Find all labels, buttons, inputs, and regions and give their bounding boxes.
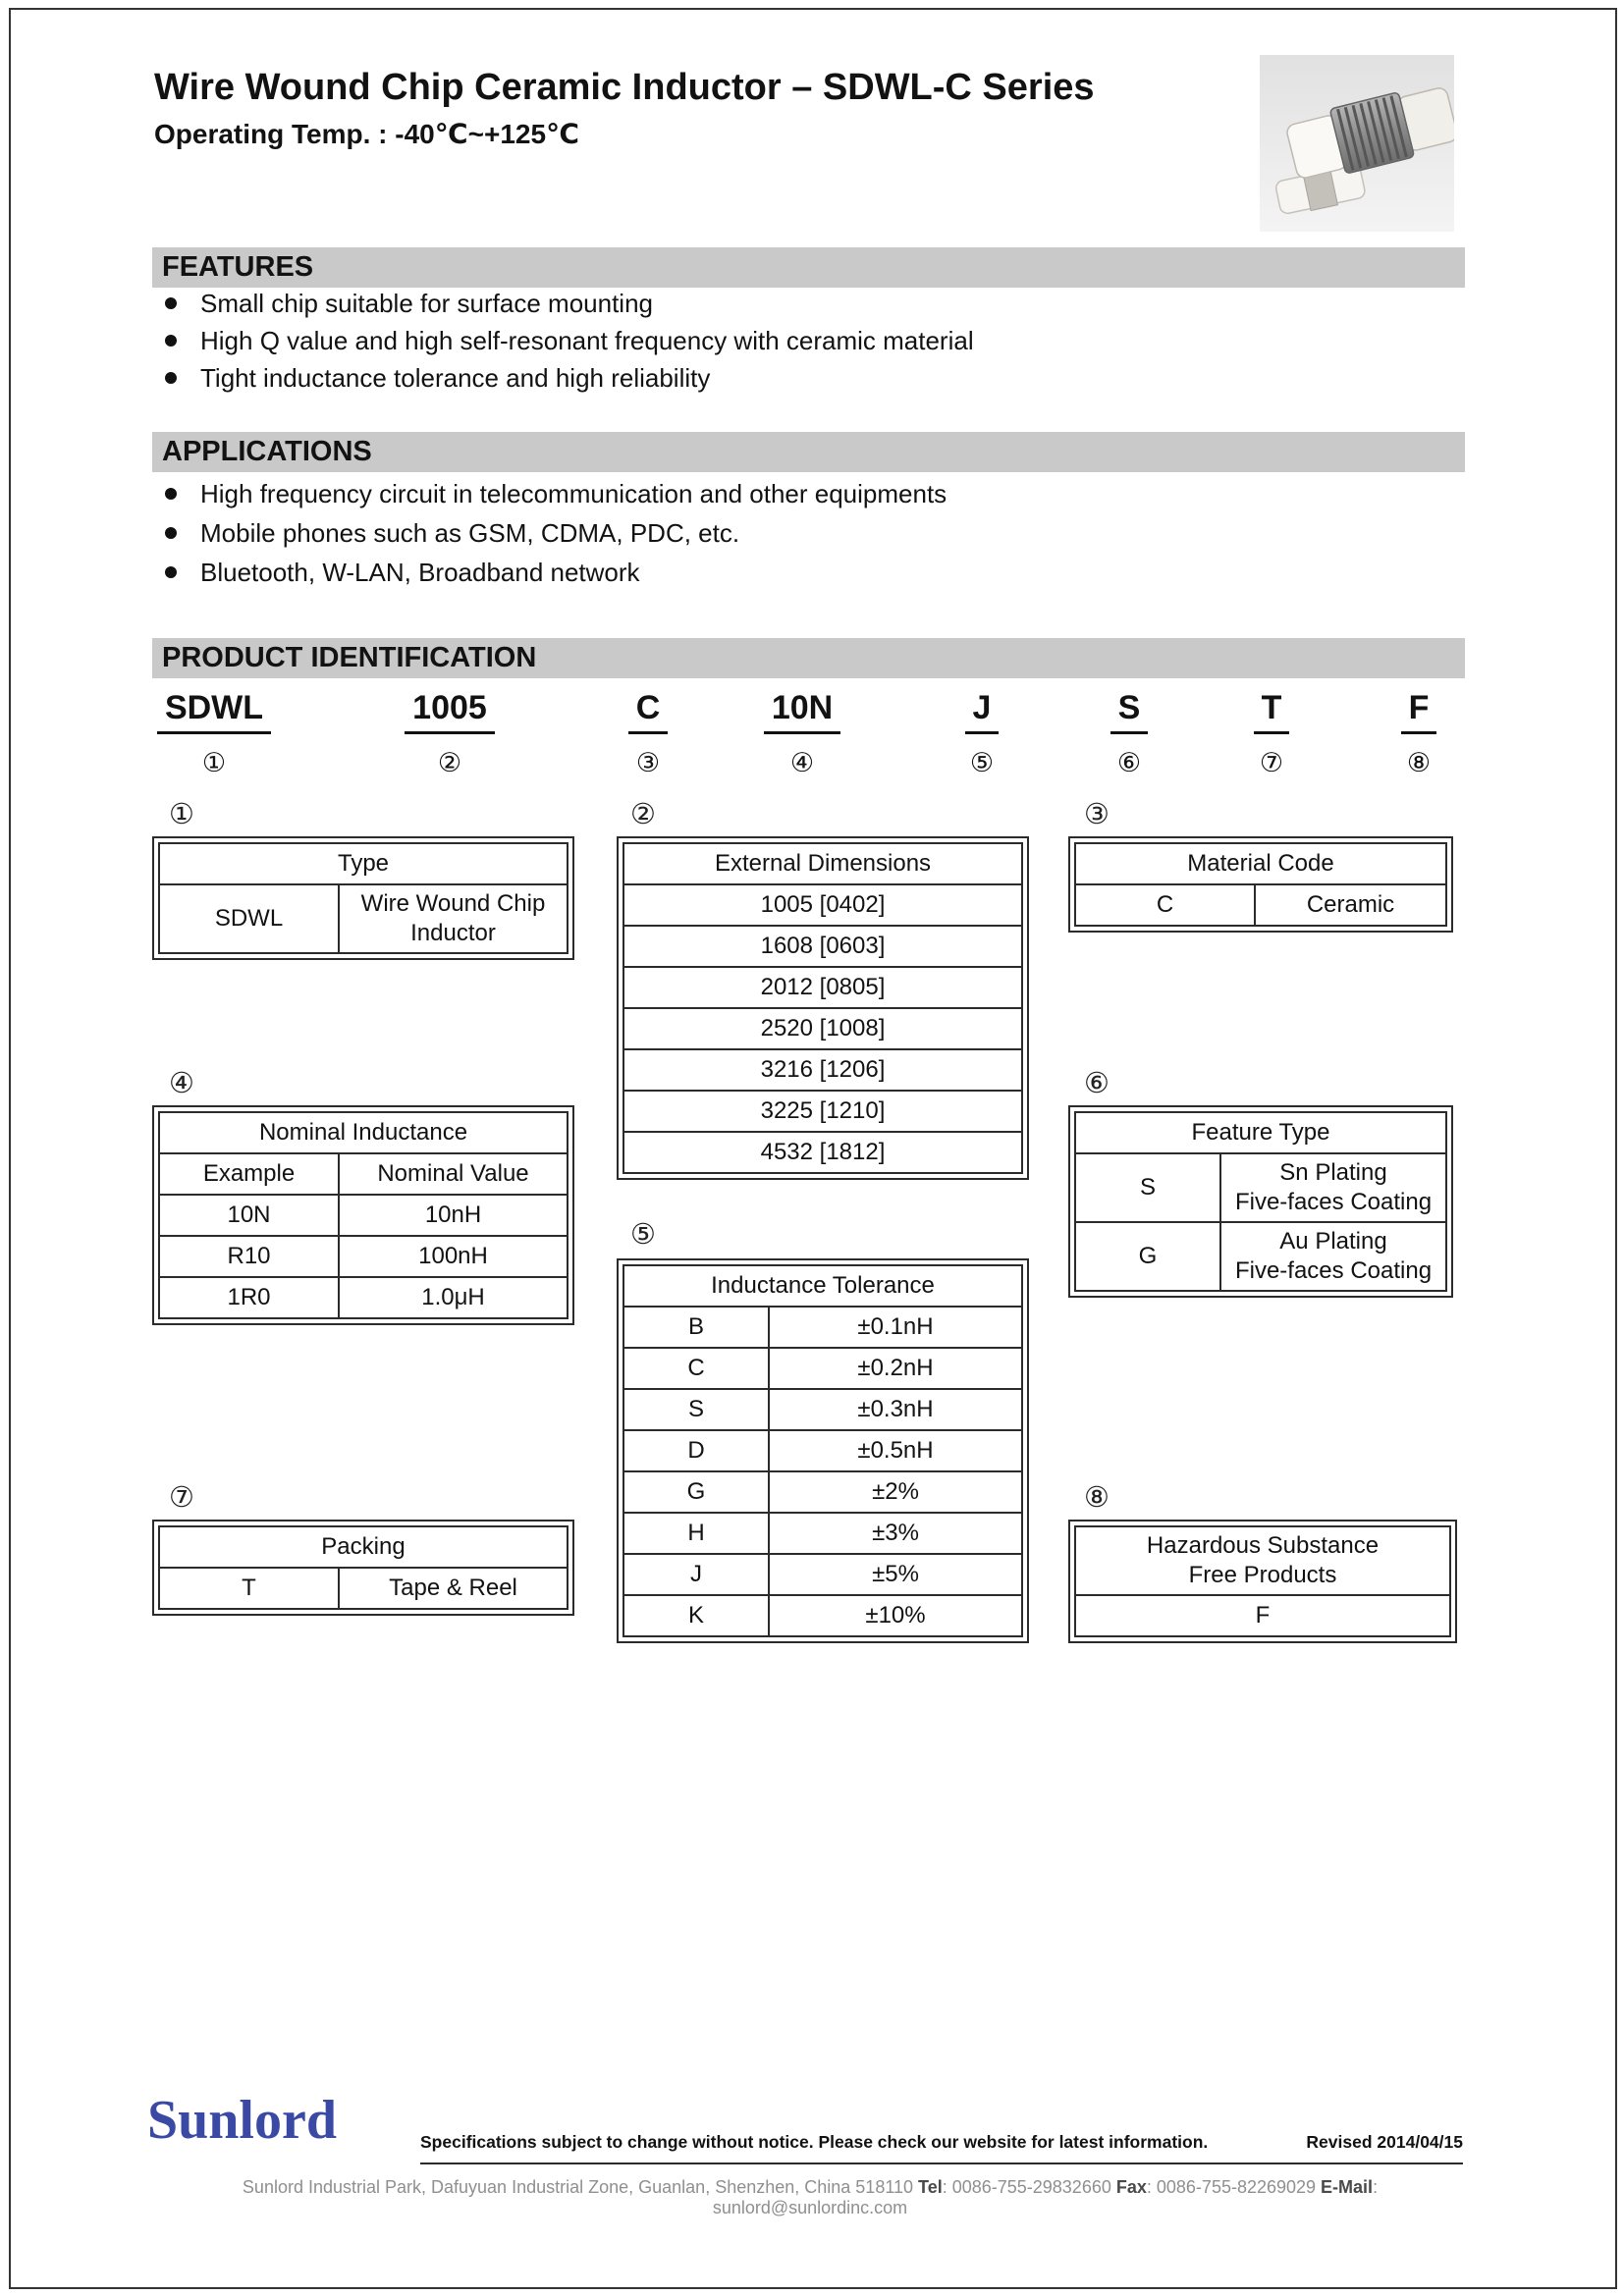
feature-item [165, 285, 653, 322]
cell: S [623, 1389, 769, 1430]
cell: 2520 [1008] [623, 1008, 1022, 1049]
fax-label: Fax [1115, 2177, 1147, 2197]
cell: 3225 [1210] [623, 1091, 1022, 1132]
circled-number-icon: ③ [635, 748, 661, 778]
cell-code: S [1075, 1153, 1220, 1222]
cell: J [623, 1554, 769, 1595]
cell: 100nH [339, 1236, 568, 1277]
table-row [623, 1430, 1022, 1471]
cell: ±0.5nH [769, 1430, 1022, 1471]
cell: C [623, 1348, 769, 1389]
marker-inductance: ④ [169, 1066, 194, 1099]
part-code-col-4 [724, 689, 881, 778]
cell-value [339, 884, 568, 953]
cell-value [1220, 1153, 1446, 1222]
circled-number-icon: ④ [789, 748, 815, 778]
revision-date: Revised 2014/04/15 [1306, 2132, 1463, 2152]
marker-dimensions: ② [630, 797, 656, 830]
marker-material: ③ [1084, 797, 1110, 830]
cell: ±5% [769, 1554, 1022, 1595]
title-line: Hazardous Substance [1146, 1532, 1380, 1559]
cell: 1608 [0603] [623, 926, 1022, 967]
table-row [623, 884, 1022, 926]
marker-packing: ⑦ [169, 1480, 194, 1514]
table-title: External Dimensions [623, 843, 1022, 884]
email-label: E-Mail [1321, 2177, 1374, 2197]
table-row [623, 1389, 1022, 1430]
table-title: Packing [159, 1526, 568, 1568]
cell: 1R0 [159, 1277, 339, 1318]
cell: ±0.1nH [769, 1307, 1022, 1348]
marker-type: ① [169, 797, 194, 830]
marker-hazardous: ⑧ [1084, 1480, 1110, 1514]
table-row [623, 967, 1022, 1008]
footer-divider [420, 2163, 1463, 2164]
cell: G [623, 1471, 769, 1513]
page-title: Wire Wound Chip Ceramic Inductor – SDWL-C Series [154, 67, 1095, 108]
bullet-icon [165, 488, 177, 500]
cell-code: SDWL [159, 884, 339, 953]
applications-section-heading: APPLICATIONS [152, 432, 1465, 472]
table-row [623, 1348, 1022, 1389]
part-code: F [1401, 689, 1437, 734]
dimensions-table [617, 836, 1029, 1180]
table-header-row [159, 843, 568, 884]
circled-number-icon: ⑥ [1116, 748, 1142, 778]
bullet-icon [165, 372, 177, 384]
table-header-row [623, 843, 1022, 884]
chip-inductor-image [1260, 55, 1454, 232]
col-header: Example [159, 1153, 339, 1195]
feature-text: Small chip suitable for surface mounting [200, 288, 654, 318]
feature-text: Tight inductance tolerance and high reliability [200, 362, 711, 393]
operating-temp: Operating Temp. : -40℃~+125℃ [154, 119, 579, 149]
part-code: C [628, 689, 669, 734]
cell: 1.0μH [339, 1277, 568, 1318]
cell: 10nH [339, 1195, 568, 1236]
application-text: Mobile phones such as GSM, CDMA, PDC, etc. [200, 517, 740, 548]
bullet-icon [165, 297, 177, 309]
bullet-icon [165, 335, 177, 347]
table-row [159, 1195, 568, 1236]
cell: B [623, 1307, 769, 1348]
part-code-col-8 [1340, 689, 1497, 778]
table-header-row [159, 1526, 568, 1568]
table-row [623, 1513, 1022, 1554]
fax-number: : 0086-755-82269029 [1146, 2177, 1322, 2197]
cell-code: F [1075, 1595, 1450, 1636]
table-row [623, 1471, 1022, 1513]
cell: H [623, 1513, 769, 1554]
product-id-section-heading: PRODUCT IDENTIFICATION [152, 638, 1465, 678]
part-code: 1005 [405, 689, 495, 734]
feature-type-table [1068, 1105, 1453, 1298]
hazardous-table [1068, 1520, 1457, 1643]
inductance-table [152, 1105, 574, 1325]
features-section-heading: FEATURES [152, 247, 1465, 288]
table-header-row [623, 1265, 1022, 1307]
circled-number-icon: ① [201, 748, 227, 778]
circled-number-icon: ② [437, 748, 462, 778]
cell: ±2% [769, 1471, 1022, 1513]
cell-code: T [159, 1568, 339, 1609]
part-code-col-6 [1051, 689, 1208, 778]
table-header-row [1075, 843, 1446, 884]
value-line: Sn Plating [1279, 1159, 1387, 1186]
value-line: Wire Wound Chip [360, 890, 546, 917]
feature-item [165, 359, 710, 397]
part-code: SDWL [157, 689, 271, 734]
table-row [1075, 1222, 1446, 1291]
table-row [1075, 884, 1446, 926]
part-code: 10N [764, 689, 840, 734]
tel-number: : 0086-755-29832660 [942, 2177, 1116, 2197]
cell: K [623, 1595, 769, 1636]
value-line: Five-faces Coating [1234, 1189, 1433, 1215]
cell: 1005 [0402] [623, 884, 1022, 926]
circled-number-icon: ⑤ [969, 748, 995, 778]
table-title: Nominal Inductance [159, 1112, 568, 1153]
title-line: Free Products [1188, 1562, 1337, 1588]
application-item [165, 514, 739, 552]
feature-text: High Q value and high self-resonant frequency with ceramic material [200, 325, 974, 355]
sunlord-logo: Sunlord [147, 2090, 337, 2151]
type-table [152, 836, 574, 960]
cell: 4532 [1812] [623, 1132, 1022, 1173]
footer-notice: Specifications subject to change without notice. Please check our website for latest information. [420, 2132, 1209, 2152]
cell: 2012 [0805] [623, 967, 1022, 1008]
tolerance-table [617, 1258, 1029, 1643]
application-item [165, 475, 947, 512]
address-text: Sunlord Industrial Park, Dafuyuan Industrial Zone, Guanlan, Shenzhen, China 518110 [242, 2177, 919, 2197]
email-address: : sunlord@sunlordinc.com [712, 2177, 1379, 2217]
table-row [1075, 1153, 1446, 1222]
cell-value [1220, 1222, 1446, 1291]
cell: ±0.2nH [769, 1348, 1022, 1389]
table-row [623, 1132, 1022, 1173]
value-line: Five-faces Coating [1234, 1257, 1433, 1284]
cell: D [623, 1430, 769, 1471]
circled-number-icon: ⑦ [1259, 748, 1284, 778]
marker-feature: ⑥ [1084, 1066, 1110, 1099]
part-code-col-5 [903, 689, 1060, 778]
table-row [159, 884, 568, 953]
value-line: Inductor [410, 920, 496, 946]
packing-table [152, 1520, 574, 1616]
table-title: Material Code [1075, 843, 1446, 884]
cell-code: C [1075, 884, 1255, 926]
table-row [623, 1307, 1022, 1348]
part-code-col-2 [371, 689, 528, 778]
table-title: Feature Type [1075, 1112, 1446, 1153]
table-row [159, 1568, 568, 1609]
col-header: Nominal Value [339, 1153, 568, 1195]
cell: 3216 [1206] [623, 1049, 1022, 1091]
cell: 10N [159, 1195, 339, 1236]
part-code: J [965, 689, 1000, 734]
part-code: S [1110, 689, 1149, 734]
table-subheader-row [159, 1153, 568, 1195]
circled-number-icon: ⑧ [1406, 748, 1432, 778]
footer-address [155, 2177, 1465, 2218]
cell-code: G [1075, 1222, 1220, 1291]
table-title: Inductance Tolerance [623, 1265, 1022, 1307]
value-line: Au Plating [1279, 1228, 1387, 1255]
table-row [623, 1595, 1022, 1636]
table-row [623, 1091, 1022, 1132]
table-row [1075, 1595, 1450, 1636]
marker-tolerance: ⑤ [630, 1217, 656, 1251]
part-code-col-3 [569, 689, 727, 778]
table-header-row [1075, 1526, 1450, 1595]
table-row [623, 1008, 1022, 1049]
cell: ±0.3nH [769, 1389, 1022, 1430]
cell-value: Tape & Reel [339, 1568, 568, 1609]
product-photo [1260, 55, 1454, 232]
table-row [623, 926, 1022, 967]
part-code: T [1254, 689, 1290, 734]
bullet-icon [165, 527, 177, 539]
application-text: Bluetooth, W-LAN, Broadband network [200, 557, 640, 587]
table-row [159, 1236, 568, 1277]
feature-item [165, 322, 974, 359]
cell-value: Ceramic [1255, 884, 1446, 926]
tel-label: Tel [918, 2177, 943, 2197]
table-title: Type [159, 843, 568, 884]
table-row [623, 1554, 1022, 1595]
table-row [159, 1277, 568, 1318]
footer-notice-row [420, 2132, 1463, 2153]
table-header-row [1075, 1112, 1446, 1153]
bullet-icon [165, 566, 177, 578]
table-header-row [159, 1112, 568, 1153]
table-title [1075, 1526, 1450, 1595]
material-table [1068, 836, 1453, 933]
cell: ±3% [769, 1513, 1022, 1554]
part-code-col-1 [135, 689, 293, 778]
application-text: High frequency circuit in telecommunication and other equipments [200, 478, 947, 508]
cell: R10 [159, 1236, 339, 1277]
part-code-col-7 [1193, 689, 1350, 778]
application-item [165, 554, 640, 591]
cell: ±10% [769, 1595, 1022, 1636]
table-row [623, 1049, 1022, 1091]
